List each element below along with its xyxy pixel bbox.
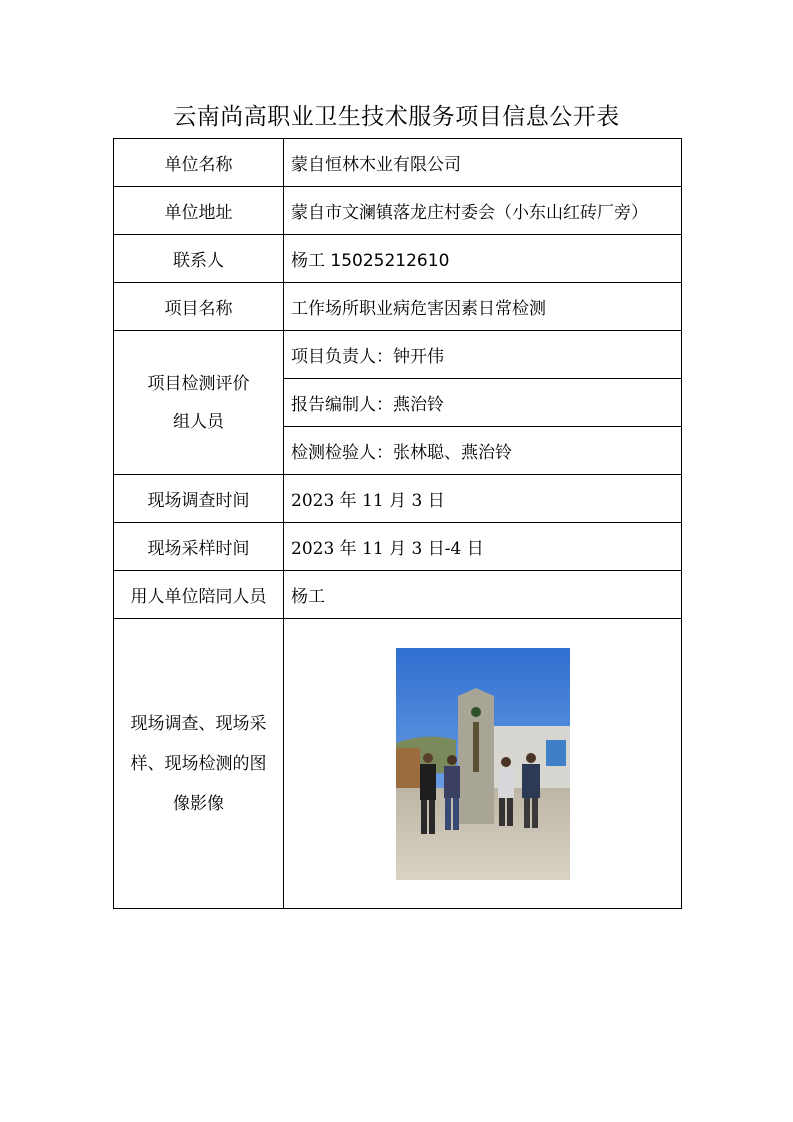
site-photo	[396, 648, 570, 880]
team-member: 检测检验人：张林聪、燕治铃	[284, 427, 682, 475]
project-name-value: 工作场所职业病危害因素日常检测	[284, 283, 682, 331]
contact-value	[284, 235, 682, 283]
table-row	[114, 235, 682, 283]
contact-phone: 15025212610	[330, 251, 450, 271]
brick-stack	[396, 748, 420, 788]
team-label-line: 项目检测评价	[147, 373, 250, 394]
escort-value: 杨工	[284, 571, 682, 619]
table-row	[114, 139, 682, 187]
escort-label: 用人单位陪同人员	[114, 571, 284, 619]
team-label	[114, 331, 284, 475]
photo-label-line: 样、现场检测的图	[130, 753, 267, 774]
unit-address-value: 蒙自市文澜镇落龙庄村委会（小东山红砖厂旁）	[284, 187, 682, 235]
table-row	[114, 475, 682, 523]
unit-name-value: 蒙自恒林木业有限公司	[284, 139, 682, 187]
table-row	[114, 331, 682, 379]
page-title: 云南尚高职业卫生技术服务项目信息公开表	[173, 104, 620, 130]
contact-name: 杨工	[291, 251, 325, 271]
photo-label-line: 像影像	[173, 793, 224, 814]
table-row	[114, 523, 682, 571]
team-member: 项目负责人：钟开伟	[284, 331, 682, 379]
team-member: 报告编制人：燕治铃	[284, 379, 682, 427]
table-row	[114, 619, 682, 909]
pillar-inscription	[473, 722, 479, 772]
unit-name-label: 单位名称	[114, 139, 284, 187]
notice-board	[546, 740, 566, 766]
project-name-label: 项目名称	[114, 283, 284, 331]
photo-label-line: 现场调查、现场采	[130, 713, 267, 734]
photo-cell	[284, 619, 682, 909]
team-label-line: 组人员	[173, 411, 224, 432]
survey-time-value: 2023 年 11 月 3 日	[284, 475, 682, 523]
emblem-icon	[471, 707, 481, 717]
info-table	[113, 138, 682, 909]
survey-time-label: 现场调查时间	[114, 475, 284, 523]
table-row	[114, 283, 682, 331]
sampling-time-value: 2023 年 11 月 3 日-4 日	[284, 523, 682, 571]
table-row	[114, 187, 682, 235]
photo-label	[114, 619, 284, 909]
contact-label: 联系人	[114, 235, 284, 283]
table-row	[114, 571, 682, 619]
sampling-time-label: 现场采样时间	[114, 523, 284, 571]
unit-address-label: 单位地址	[114, 187, 284, 235]
